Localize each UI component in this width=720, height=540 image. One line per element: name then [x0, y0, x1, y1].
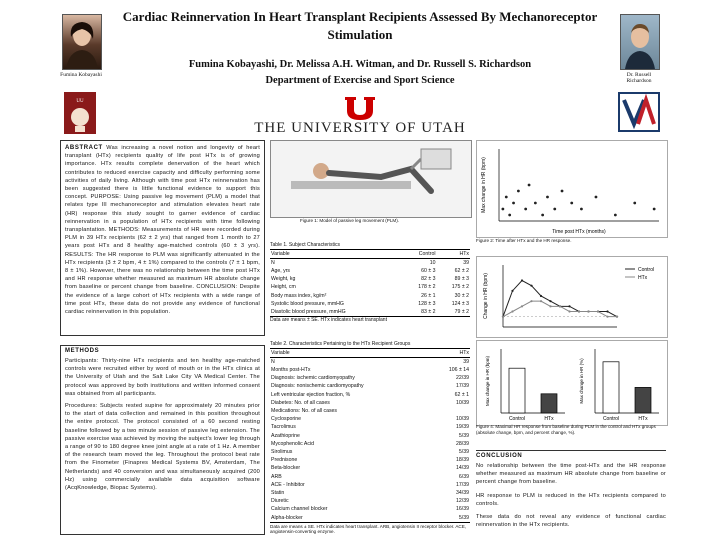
- figure4-caption: Figure 4: Maximal HR response from baseline during PLM in the control and HTx groups (absolute change, bpm, and percent change, %).: [476, 424, 656, 435]
- table2-note: Data are means ± SE. HTx indicates heart transplant. ARB, angiotensin II receptor blocker. ACE, angiotensin-converting enzyme.: [270, 523, 467, 535]
- methods-section: [60, 345, 265, 535]
- person-silhouette-icon: [63, 15, 101, 69]
- left-logo: [64, 92, 96, 134]
- table-cell: [432, 407, 470, 415]
- block-u-icon: [343, 95, 377, 121]
- table-cell: 16/39: [456, 506, 469, 513]
- table-cell: Medications: No. of all cases: [271, 407, 338, 414]
- table-cell: Months post-HTx: [271, 366, 311, 373]
- series-point: [511, 290, 513, 292]
- conclusion-p1: No relationship between the time post-HTx and the HR response whether measured as maximum HR absolute change from baseline or percent change from baseline.: [476, 463, 666, 486]
- table-cell: 30 ± 2: [454, 292, 469, 299]
- series-point: [549, 300, 551, 302]
- scatter-point: [614, 214, 617, 217]
- y-axis-label: Max change in HR (bpm): [485, 355, 490, 407]
- table-cell: Height, cm: [271, 284, 296, 291]
- table-row: [270, 514, 470, 523]
- table-cell: Sirolimus: [271, 448, 293, 455]
- figure4-svg: [477, 341, 667, 425]
- scatter-point: [541, 214, 544, 217]
- series-point: [606, 316, 608, 318]
- table-header-cell: Variable: [270, 249, 403, 258]
- table-row: [270, 481, 470, 489]
- table-cell: 26 ± 1: [421, 292, 436, 299]
- author-photo-right: [620, 14, 660, 70]
- series-point: [502, 316, 504, 318]
- figure3-svg: [477, 257, 667, 337]
- conclusion-heading: CONCLUSION: [476, 450, 666, 459]
- table-cell: 124 ± 3: [451, 300, 469, 307]
- table-cell: 5/39: [458, 432, 469, 439]
- table-row: [270, 473, 470, 481]
- series-point: [521, 305, 523, 307]
- table-row: [270, 448, 470, 456]
- abstract-heading: ABSTRACT: [65, 145, 103, 151]
- person-silhouette-icon: [621, 15, 659, 69]
- x-axis-label: Time post HTx (months): [552, 229, 606, 235]
- category-label: Control: [508, 416, 526, 422]
- table-cell: N: [271, 259, 275, 266]
- table-cell: 83 ± 2: [403, 308, 436, 317]
- table1-note: Data are means ± SE. HTx indicates heart transplant: [270, 317, 387, 324]
- table-cell: 10/39: [456, 399, 469, 406]
- scatter-point: [633, 202, 636, 205]
- table-header-cell: HTx: [432, 348, 470, 357]
- table-row: [270, 300, 470, 308]
- series-point: [540, 295, 542, 297]
- table-cell: 39: [463, 358, 469, 365]
- table-cell: Age, yrs: [271, 267, 291, 274]
- table-cell: Diastolic blood pressure, mmHG: [270, 308, 403, 317]
- passive-leg-movement-illustration: [271, 141, 471, 217]
- table-cell: Left ventricular ejection fraction, %: [271, 391, 351, 398]
- scatter-point: [512, 202, 515, 205]
- table-cell: 28/39: [456, 440, 469, 447]
- authors-line: Fumina Kobayashi, Dr. Melissa A.H. Witman, and Dr. Russell S. Richardson: [188, 59, 532, 70]
- table-cell: Diabetes: No. of all cases: [271, 399, 330, 406]
- conclusion-section: [476, 450, 666, 529]
- table-cell: 18/39: [456, 457, 469, 464]
- department-line: Department of Exercise and Sport Science: [265, 75, 455, 86]
- table-row: [270, 391, 470, 399]
- poster-title: Cardiac Reinnervation In Heart Transplant Recipients Assessed By Mechanoreceptor Stimulation: [122, 9, 598, 42]
- table-header-row: [270, 249, 470, 258]
- table-cell: 178 ± 2: [418, 284, 436, 291]
- table1-body: [270, 258, 470, 316]
- figure4-chart: [476, 340, 668, 426]
- series-point: [530, 285, 532, 287]
- table-cell: 10/39: [456, 416, 469, 423]
- table-row: [270, 382, 470, 390]
- table-cell: 6/39: [458, 473, 469, 480]
- scatter-point: [653, 208, 656, 211]
- y-axis-label: Max change in HR (%): [579, 358, 584, 404]
- author-photo-left: [62, 14, 102, 70]
- scatter-point: [517, 190, 520, 193]
- table-cell: 62 ± 1: [454, 391, 469, 398]
- figure1-caption: Figure 1: Model of passive leg movement (PLM).: [300, 218, 400, 223]
- table-cell: 14/39: [456, 465, 469, 472]
- series-line-control: [503, 281, 617, 317]
- bar-htx: [635, 387, 651, 413]
- table2-grid: [270, 348, 470, 523]
- series-line-htx: [503, 301, 617, 317]
- scatter-point: [508, 214, 511, 217]
- conclusion-p2: HR response to PLM is reduced in the HTx recipients compared to controls.: [476, 492, 666, 507]
- table-cell: 79 ± 2: [437, 308, 470, 317]
- table-cell: Diuretic: [271, 498, 289, 505]
- table1-title: Table 1. Subject Characteristics: [270, 242, 341, 248]
- series-point: [530, 300, 532, 302]
- y-axis-label: Change in HR (bpm): [483, 273, 489, 319]
- scatter-point: [528, 184, 531, 187]
- scatter-point: [524, 208, 527, 211]
- series-point: [568, 305, 570, 307]
- table-row: [270, 267, 470, 275]
- methods-participants: Participants: Thirty-nine HTx recipients and ten healthy age-matched controls were recruited either by word of mouth or in the HTx clinics at the University of Utah and the Salt Lake City VA Medical Center. The protocol was approved by both institutions and written informed consent was obtained from all participants.: [65, 358, 260, 397]
- table-cell: 5/39: [458, 448, 469, 455]
- legend-label: HTx: [638, 275, 648, 281]
- scatter-point: [595, 196, 598, 199]
- table-cell: 128 ± 3: [418, 300, 436, 307]
- table-cell: 12/39: [456, 498, 469, 505]
- table-cell: Beta-blocker: [271, 465, 301, 472]
- table-cell: 34/39: [456, 489, 469, 496]
- category-label: Control: [602, 416, 620, 422]
- table-cell: 22/39: [456, 375, 469, 382]
- category-label: HTx: [638, 416, 648, 422]
- table-cell: Azathioprine: [271, 432, 300, 439]
- table-row: [270, 505, 470, 513]
- abstract-body: Was increasing a novel notion and longevity of heart transplant (HTx) recipients quality of life post HTx is of growing importance. HTx results complete denervation of the heart which contributes to reduced exercise capacity and difficulty performing some activities of daily living. Although with time post HTx reinnervation has been suggested there is little functional evidence to support this concept. PURPOSE: Using passive leg movement (PLM) a model that relates type III mechanoreceptor and stimulation elevates heart rate (HR) response this study sought to garner evidence of cardiac reinnervation in a population of HTx recipients with time following transplantation. METHODS: Measurements of HR were recorded during PLM in 39 HTx recipients (62 ± 2 yrs) that ranged from 1 month to 27 years post HTx and 8 healthy age-matched controls (60 ± 3 yrs). RESULTS: The HR response to PLM was significantly attenuated in the HTx recipients (3 ± 2 bpm, 4 ± 1%) compared to the controls (7 ± 1 bpm, 8 ± 1%). However, there was no relationship between the time post HTx and HR response whether measured as maximum HR absolute change from baseline or percent change from baseline. CONCLUSION: Despite the evidence of a large cohort of HTx recipients with a wide range of time post HTx, these data do not provide any evidence of functional cardiac reinnervation in this population.: [65, 145, 260, 316]
- series-point: [616, 316, 618, 318]
- table-cell: Weight, kg: [271, 276, 296, 283]
- bar-control: [603, 362, 619, 413]
- table-row: [270, 399, 470, 407]
- category-label: HTx: [544, 416, 554, 422]
- table-cell: Tacrolimus: [271, 424, 296, 431]
- table1: [270, 243, 470, 324]
- table-row: [270, 489, 470, 497]
- photo-right-caption: Dr. Russell Richardson: [626, 72, 652, 84]
- table-row: [270, 407, 470, 415]
- table-cell: 89 ± 3: [454, 276, 469, 283]
- series-point: [540, 300, 542, 302]
- table-cell: 106 ± 14: [448, 366, 469, 373]
- table-cell: Prednisone: [271, 457, 298, 464]
- scatter-point: [534, 202, 537, 205]
- table-header-cell: Variable: [270, 348, 432, 357]
- table-cell: 82 ± 3: [421, 276, 436, 283]
- table-header-cell: HTx: [437, 249, 470, 258]
- table-cell: 39: [463, 259, 469, 266]
- table-cell: Cyclosporine: [271, 416, 301, 423]
- abstract-section: [60, 140, 265, 336]
- table-cell: Diagnosis: nonischemic cardiomyopathy: [271, 383, 364, 390]
- table-cell: ACE - Inhibitor: [271, 481, 305, 488]
- table-row: [270, 423, 470, 431]
- scatter-point: [553, 208, 556, 211]
- scatter-point: [580, 208, 583, 211]
- table2-body: [270, 357, 470, 522]
- methods-heading: METHODS: [65, 348, 100, 354]
- table-header-cell: Control: [403, 249, 436, 258]
- series-point: [568, 310, 570, 312]
- va-logo: [618, 92, 660, 132]
- bar-control: [509, 368, 525, 413]
- table1-grid: [270, 249, 470, 318]
- table-cell: 5/39: [432, 514, 470, 523]
- photo-left-caption: Fumina Kobayashi: [60, 72, 102, 78]
- table-cell: 175 ± 2: [451, 284, 469, 291]
- y-axis-label: Max change in HR (bpm): [481, 157, 487, 213]
- table-cell: 19/39: [456, 424, 469, 431]
- table2: [270, 342, 470, 535]
- series-point: [578, 310, 580, 312]
- table2-title: Table 2. Characteristics Pertaining to the HTx Recipient Groups: [270, 341, 411, 347]
- table-row: [270, 357, 470, 366]
- table-cell: Diagnosis: ischemic cardiomyopathy: [271, 375, 355, 382]
- table-cell: Body mass index, kg/m²: [271, 292, 327, 299]
- figure3-chart: [476, 256, 668, 338]
- table-cell: Calcium channel blocker: [271, 506, 328, 513]
- table-cell: 10: [429, 259, 436, 266]
- table-row: [270, 464, 470, 472]
- figure2-caption: Figure 2: Time after HTx and the HR response.: [476, 238, 572, 243]
- table-cell: Mycophenolic Acid: [271, 440, 314, 447]
- figure2-chart: [476, 140, 668, 238]
- bar-htx: [541, 394, 557, 413]
- legend-label: Control: [638, 267, 655, 273]
- scatter-point: [570, 202, 573, 205]
- table-cell: 17/39: [456, 383, 469, 390]
- series-point: [511, 310, 513, 312]
- figure2-svg: [477, 141, 667, 237]
- conclusion-p3: These data do not reveal any evidence of functional cardiac reinnervation in the HTx recipients.: [476, 514, 666, 529]
- figure1-image: [270, 140, 472, 218]
- table-cell: ARB: [271, 473, 282, 480]
- table-cell: Alpha-blocker: [270, 514, 432, 523]
- series-point: [521, 279, 523, 281]
- table-row: [270, 292, 470, 300]
- table-row: [270, 308, 470, 317]
- table-row: [270, 275, 470, 283]
- methods-procedures: Procedures: Subjects rested supine for approximately 20 minutes prior to the start of data collection and remained in this position throughout the entire protocol. The protocol consisted of a 60 second resting baseline followed by a two minute session of passive leg extension. The passive exercise was achieved by moving the subject's lower leg through a range of 90 to 180 degree knee joint angle at a rate of 1 Hz. A member of the research team moved the leg. Throughout the protocol beat rate from the Finometer (Finapres Medical Systems BV, Amsterdam, The Netherlands) and 40 conversion and was simultaneously acquired (200 Hz) using commercially available data acquisition software (AcqKnowledge, Biopac Systems).: [65, 403, 260, 492]
- table-row: [270, 366, 470, 374]
- table-row: [270, 374, 470, 382]
- table-row: [270, 258, 470, 267]
- table-row: [270, 415, 470, 423]
- table-row: [270, 456, 470, 464]
- series-point: [549, 305, 551, 307]
- series-point: [606, 310, 608, 312]
- scatter-point: [561, 190, 564, 193]
- table-cell: N: [271, 358, 275, 365]
- series-point: [587, 310, 589, 312]
- table-header-row: [270, 348, 470, 357]
- authors-block: [150, 57, 570, 89]
- scatter-point: [501, 208, 504, 211]
- series-point: [597, 310, 599, 312]
- table-cell: Systolic blood pressure, mmHG: [271, 300, 344, 307]
- table-cell: 62 ± 2: [454, 267, 469, 274]
- abstract-text: [65, 144, 260, 316]
- scatter-point: [505, 196, 508, 199]
- table-cell: Statin: [271, 489, 285, 496]
- table-row: [270, 440, 470, 448]
- table-row: [270, 497, 470, 505]
- table-cell: 60 ± 3: [421, 267, 436, 274]
- logo-emblem-icon: [64, 92, 96, 134]
- university-name: THE UNIVERSITY OF UTAH: [254, 120, 466, 136]
- utah-u-logo: [343, 95, 377, 121]
- table-row: [270, 432, 470, 440]
- table-row: [270, 283, 470, 291]
- table-cell: 17/39: [456, 481, 469, 488]
- va-logo-icon: [618, 92, 660, 132]
- svg-text:UU: UU: [76, 99, 84, 104]
- scatter-point: [546, 196, 549, 199]
- series-point: [559, 305, 561, 307]
